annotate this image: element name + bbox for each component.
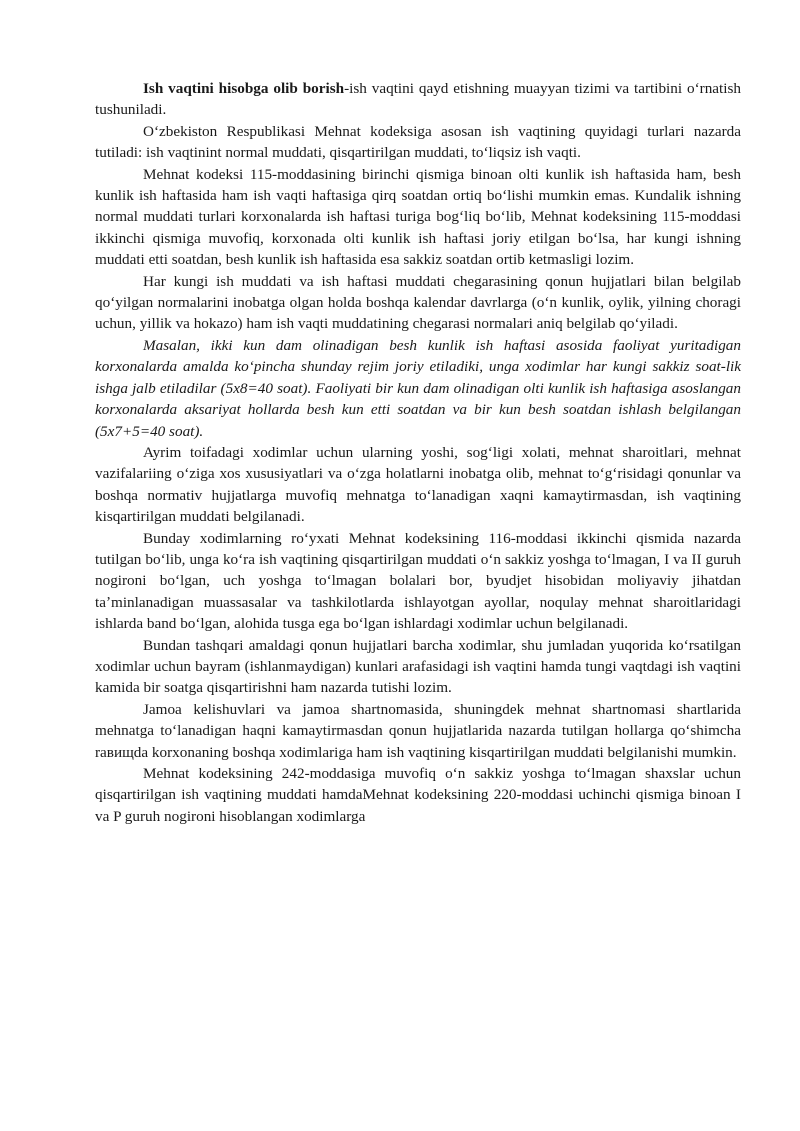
example-paragraph: Masalan, ikki kun dam olinadigan besh kunlik ish haftasi asosida faoliyat yuritadigan korxonalarda amalda koʻpincha shunday rejim joriy etiladiki, unga xodimlar har kungi sakkiz soat-lik ishga jalb etiladilar (5x8=40 soat). Faoliyati bir kun dam olinadigan olti kunlik ish haftasiga asoslangan korxonalarda aksariyat hollarda besh kun etti soatdan va bir kun besh soatdan ishlash belgilangan (5x7+5=40 soat). (95, 336, 741, 440)
paragraph-4: Har kungi ish muddati va ish haftasi muddati chegarasining qonun hujjatlari bilan belgilab qoʻyilgan normalarini inobatga olgan holda boshqa kalendar davrlarga (oʻn kunlik, oylik, yilning choragi uchun, yillik va hokazo) ham ish vaqti muddatining chegarasi normalari aniq belgilab qoʻyiladi. (95, 272, 741, 333)
paragraph-6: Ayrim toifadagi xodimlar uchun ularning yoshi, sogʻligi xolati, mehnat sharoitlari, mehnat vazifalariing oʻziga xos xususiyatlari va oʻzga holatlarni inobatga olib, mehnat toʻgʻrisidagi qonunlar va boshqa normativ hujjatlarga muvofiq mehnatga toʻlanadigan xaqni kamaytirmasdan, ish vaqtining kisqartirilgan muddati belgilanadi. (95, 443, 741, 526)
paragraph-9: Jamoa kelishuvlari va jamoa shartnomasida, shuningdek mehnat shartnomasi shartlarida mehnatga toʻlanadigan haqni kamaytirmasdan qonun hujjatlarida nazarda tutilgan hollarga qoʻshimcha raвищda korxonaning boshqa xodimlariga ham ish vaqtining kisqartirilgan muddati belgilanishi mumkin. (95, 700, 741, 761)
paragraph-1 (95, 78, 741, 121)
paragraph-3: Mehnat kodeksi 115-moddasining birinchi qismiga binoan olti kunlik ish haftasida ham, besh kunlik ish haftasida ham ish vaqti haftasiga qirq soatdan ortiq boʻlishi mumkin emas. Kundalik ishning normal muddati turlari korxonalarda ish haftasi turiga bogʻliq boʻlib, Mehnat kodeksining 115-moddasi ikkinchi qismiga muvofiq, korxonada olti kunlik ish haftasi joriy etilgan boʻlsa, har kungi ishning muddati etti soatdan, besh kunlik ish haftasida esa sakkiz soatdan ortib ketmasligi lozim. (95, 165, 741, 269)
paragraph-2: Oʻzbekiston Respublikasi Mehnat kodeksiga asosan ish vaqtining quyidagi turlari nazarda tutiladi: ish vaqtinint normal muddati, qisqartirilgan muddati, toʻliqsiz ish vaqti. (95, 122, 741, 162)
paragraph-10: Mehnat kodeksining 242-moddasiga muvofiq oʻn sakkiz yoshga toʻlmagan shaxslar uchun qisqartirilgan ish vaqtining muddati hamdaMehnat kodeksining 220-moddasi uchinchi qismiga binoan I va P guruh nogironi hisoblangan xodimlarga (95, 765, 741, 825)
document-page (95, 78, 741, 827)
paragraph-7: Bunday xodimlarning roʻyxati Mehnat kodeksining 116-moddasi ikkinchi qismida nazarda tutilgan boʻlib, unga koʻra ish vaqtining qisqartirilgan muddati oʻn sakkiz yoshga toʻlmagan, I va II guruh nogironi boʻlgan, uch yoshga toʻlmagan bolalari bor, byudjet hisobidan moliyaviy jihatdan taʼminlanadigan muassasalar va tashkilotlarda ishlayotgan ayollar, noqulay mehnat sharoitlaridagi ishlarda band boʻlgan, alohida tusga ega boʻlgan ishlardagi xodimlar uchun belgilanadi. (95, 529, 741, 633)
paragraph-8: Bundan tashqari amaldagi qonun hujjatlari barcha xodimlar, shu jumladan yuqorida koʻrsatilgan xodimlar uchun bayram (ishlanmaydigan) kunlari arafasidagi ish vaqtini hamda tungi vaqtdagi ish vaqtini kamida bir soatga qisqartirishni ham nazarda tutishi lozim. (95, 636, 741, 697)
term-heading: Ish vaqtini hisobga olib borish (143, 80, 345, 97)
term-definition: -ish vaqtini qayd etishning muayyan tizimi va tartibini oʻrnatish tushuniladi. (95, 80, 741, 119)
